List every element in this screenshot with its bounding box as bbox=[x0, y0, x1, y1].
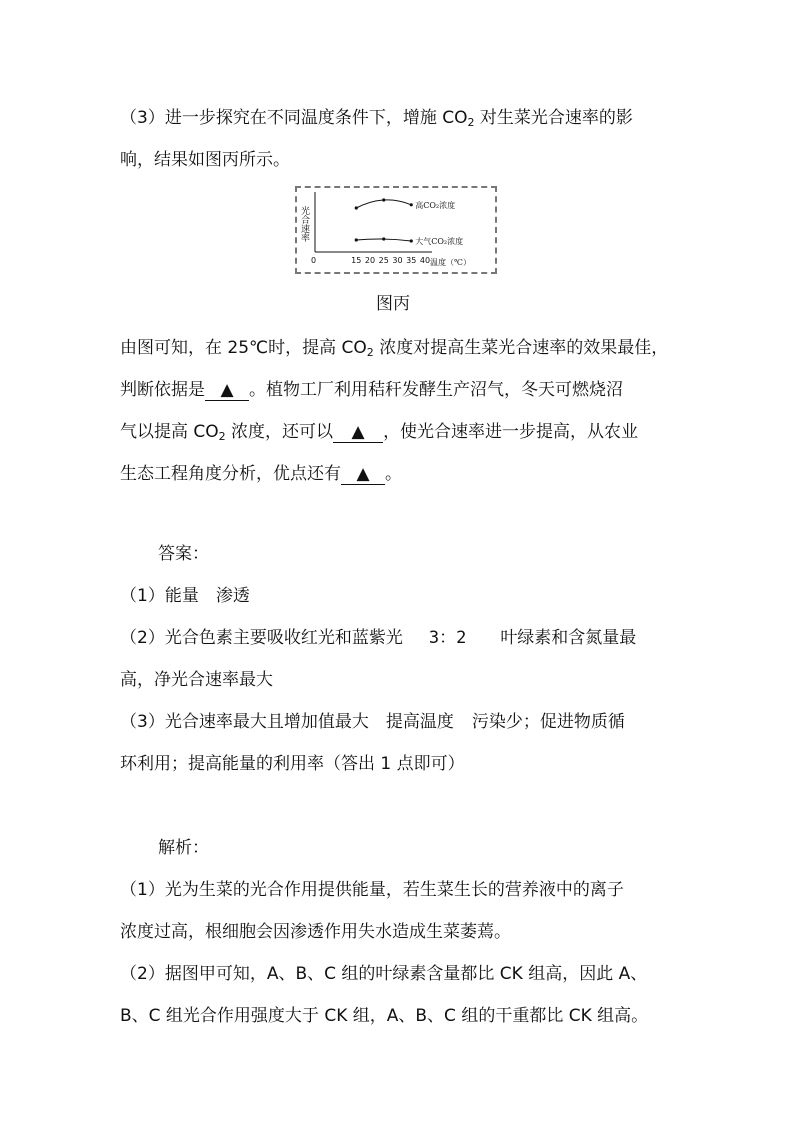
para-text-2b: 。植物工厂利用秸秆发酵生产沼气，冬天可燃烧沼 bbox=[249, 380, 623, 400]
question-3-line-1 bbox=[120, 106, 633, 135]
data-point bbox=[410, 239, 413, 242]
para-text-4a: 生态工程角度分析，优点还有 bbox=[120, 464, 341, 484]
data-point bbox=[355, 206, 358, 209]
para-text-3b: 浓度，还可以 bbox=[225, 422, 334, 442]
x-tick-label: 35 bbox=[406, 256, 417, 265]
co2-subscript-3: 2 bbox=[218, 430, 226, 443]
x-tick-label: 0 bbox=[311, 256, 317, 265]
answer-2-ratio: 3：2 bbox=[428, 628, 467, 648]
q3-text-c: 响，结果如图丙所示。 bbox=[120, 150, 290, 170]
answer-blank-1[interactable]: ▲ bbox=[205, 380, 249, 401]
data-point bbox=[382, 198, 385, 201]
para-line-4 bbox=[120, 462, 402, 486]
figure-bing-chart bbox=[297, 188, 495, 272]
x-axis-label: 温度（℃） bbox=[430, 258, 471, 267]
para-text-3a: 气以提高 CO bbox=[120, 422, 219, 442]
para-text-3c: ，使光合速率进一步提高，从农业 bbox=[383, 422, 639, 442]
answer-2b: 叶绿素和含氮量最 bbox=[500, 628, 637, 648]
analysis-1-line-1: （1）光为生菜的光合作用提供能量，若生菜生长的营养液中的离子 bbox=[120, 880, 624, 900]
para-text-4b: 。 bbox=[385, 464, 402, 484]
para-text-2a: 判断依据是 bbox=[120, 380, 205, 400]
answer-2-line-1 bbox=[120, 626, 636, 650]
answer-3-line-1 bbox=[120, 710, 625, 734]
q3-text-b: 对生菜光合速率的影 bbox=[474, 108, 633, 128]
analysis-heading: 解析： bbox=[158, 838, 209, 858]
para-line-1 bbox=[120, 336, 668, 365]
para-line-3 bbox=[120, 420, 638, 449]
x-tick-label: 15 bbox=[351, 256, 362, 265]
x-tick-label: 40 bbox=[419, 256, 431, 265]
co2-subscript: 2 bbox=[467, 116, 475, 129]
answer-heading: 答案： bbox=[158, 544, 209, 564]
answer-3-line-2: 环利用；提高能量的利用率（答出 1 点即可） bbox=[120, 754, 465, 774]
q3-text-a: （3）进一步探究在不同温度条件下，增施 CO bbox=[120, 108, 468, 128]
figure-bing-frame bbox=[295, 186, 497, 274]
data-point bbox=[355, 238, 358, 241]
answer-2-line-2: 高，净光合速率最大 bbox=[120, 670, 273, 690]
series-label: 高CO₂浓度 bbox=[415, 200, 456, 210]
para-line-2 bbox=[120, 378, 623, 402]
analysis-1-line-2: 浓度过高，根细胞会因渗透作用失水造成生菜萎蔫。 bbox=[120, 922, 511, 942]
answer-3a: （3）光合速率最大且增加值最大 提高温度 bbox=[120, 712, 454, 732]
series-label: 大气CO₂浓度 bbox=[415, 237, 464, 246]
para-text-1b: 浓度对提高生菜光合速率的效果最佳， bbox=[373, 338, 669, 358]
x-tick-label: 30 bbox=[392, 256, 403, 265]
analysis-2-line-2: B、C 组光合作用强度大于 CK 组，A、B、C 组的干重都比 CK 组高。 bbox=[120, 1006, 649, 1026]
co2-subscript-2: 2 bbox=[366, 346, 374, 359]
figure-caption: 图丙 bbox=[376, 294, 410, 314]
answer-2a: （2）光合色素主要吸收红光和蓝紫光 bbox=[120, 628, 403, 648]
question-3-line-2 bbox=[120, 148, 290, 172]
answer-blank-2[interactable]: ▲ bbox=[333, 422, 383, 443]
x-tick-label: 25 bbox=[378, 256, 389, 265]
answer-1: （1）能量 渗透 bbox=[120, 586, 250, 606]
answer-blank-3[interactable]: ▲ bbox=[341, 464, 385, 485]
x-tick-label: 20 bbox=[364, 256, 376, 265]
answer-3b: 污染少；促进物质循 bbox=[471, 712, 625, 732]
y-axis-label: 光合速率 bbox=[299, 206, 309, 242]
data-point bbox=[382, 237, 385, 240]
analysis-2-line-1: （2）据图甲可知，A、B、C 组的叶绿素含量都比 CK 组高，因此 A、 bbox=[120, 964, 648, 984]
data-point bbox=[410, 203, 413, 206]
para-text-1a: 由图可知，在 25℃时，提高 CO bbox=[120, 338, 367, 358]
